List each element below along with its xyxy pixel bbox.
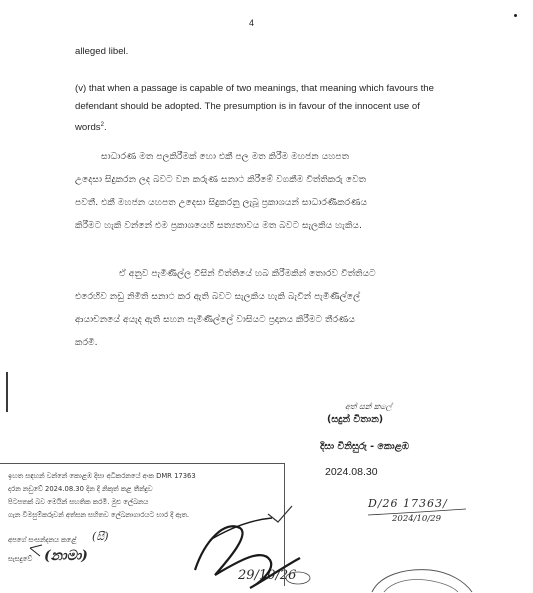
footnote-ref: 2 [100, 122, 104, 128]
stamp-line: ගැන විමසුම්කරුවන් අත්සන සහිතව ලේඛනාගාරයට භාර දී ඇත. [8, 511, 189, 519]
annotation-underline [368, 509, 466, 515]
paragraph-alleged-libel: alleged libel. [75, 46, 129, 57]
si2-line: එරෙහිව නඩු නිමිති සනාථ කර ඇති බවට සැලකිය හැකි බැවින් පැමිණිල්ලේ [75, 291, 361, 302]
page-number: 4 [249, 18, 255, 28]
si1-line: කිරීමට හැකි වන්නේ එම ප්‍රකාශයෙහි සත්‍යතාවය මත බවට සැලකිය හැකිය. [75, 220, 362, 231]
judgment-date: 2024.08.30 [325, 466, 378, 478]
si2-line: ආයාචනයේ අයැද ඇති සහන පැමිණිල්ලේ වාසියට ප්‍රදානය කිරීමට තීරණය [75, 314, 355, 325]
paragraph-two-meanings-text: (v) that when a passage is capable of two meanings, that meaning which favours the defendant should be adopted. The presumption is in favour of the innocent use of words [75, 83, 434, 134]
si1-line: උදෙසා සිදුකරන ලද බවට වන කරුණ සනාථ කිරීමේ වගකීම විත්තිකරු වෙත [75, 174, 367, 185]
paragraph-two-meanings-end: . [103, 122, 107, 134]
official-seal-inner [384, 580, 458, 593]
annotation-ref: D/26 17363/ [368, 497, 448, 510]
judge-name: (සදුන් විතාන) [327, 414, 384, 425]
signature-scrawl [195, 526, 300, 588]
stamp-line: අපගේ සංසන්දනය කළේ [8, 536, 77, 544]
stamp-tick [30, 545, 42, 556]
stamp-line: පිටපතක් බව මෙයින් සහතික කරමි. මුළු ලේඛනය [8, 498, 149, 506]
si2-line: කරමි. [75, 337, 98, 348]
stamp-handwriting: (නාමා) [44, 548, 88, 564]
stamp-line: සැසදුවේ [8, 555, 33, 563]
si1-line: පවතී. එකී මහජන යහපත උදෙසා සිදුකරනු ලැබූ ප්‍රකාශයන් සාධාරණීකරණය [75, 197, 368, 208]
stamp-date-handwritten: 29/10/26 [238, 568, 297, 583]
stamp-handwriting: (සී) [92, 530, 109, 543]
check-mark [268, 506, 292, 522]
judge-title: දිසා විනිසුරු - කොළඹ [320, 441, 409, 452]
stamp-line: ඉහත සඳහන් වන්නේ කොළඹ දිසා අධිකරනයේ අංක DMR 17363 [8, 472, 196, 480]
si1-line: සාධාරණ මත පලකිරීමක් හො එකී පල මත කිරීම මහජන යහපත [101, 151, 350, 162]
signature-handwriting: අත් සන් කලේ [345, 402, 392, 411]
stamp-line: දරන නඩුවේ 2024.08.30 දින දී නිකුත් කළ තීන්දුව [8, 485, 153, 493]
annotation-date: 2024/10/29 [392, 514, 441, 524]
stamp-seal-fragment [286, 572, 310, 584]
si2-line: ඒ අනුව පැමිණිල්ල විසින් විත්තියේ හබ කිරීමකින් තොරව විත්තියට [119, 268, 376, 279]
